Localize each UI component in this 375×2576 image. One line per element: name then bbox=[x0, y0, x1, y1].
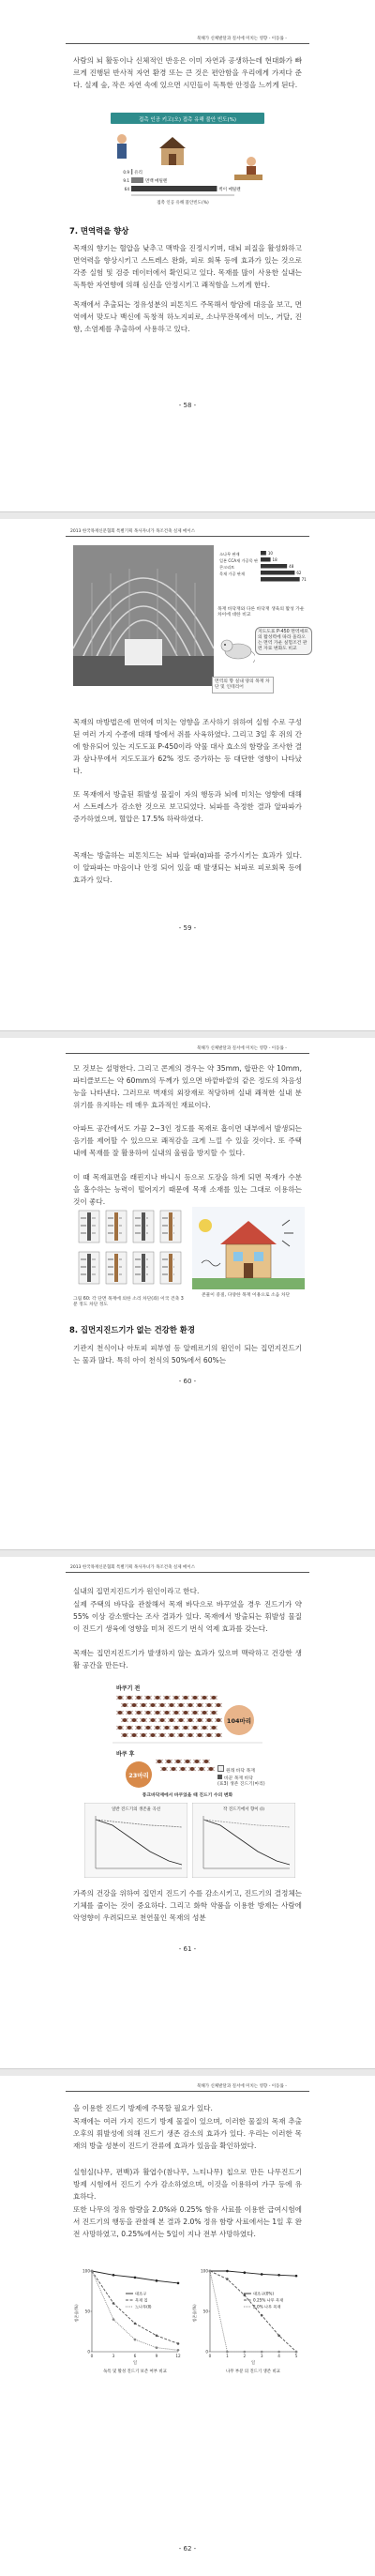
running-header: 2013 한국목재신문협회 특별기획 목사자녀가 목조건축 실제 메이스 bbox=[70, 529, 196, 534]
x-tick-label: 1 bbox=[226, 2354, 229, 2358]
legend-entry: 0.25% 나무 목재 bbox=[253, 2297, 284, 2303]
data-point bbox=[156, 2346, 158, 2349]
bar bbox=[261, 571, 294, 575]
body-paragraph-2: 목재에서 추출되는 정유성분의 피톤치드 주목해서 항암에 대응을 보고, 면역에서 맞도나 백신에 독창적 하노지피로, 소나무잔목에서 미노, 거달, 진향, 소염제를 추출하여 사용하고 있다. bbox=[73, 300, 302, 333]
page-number: - 61 - bbox=[178, 1945, 197, 1953]
body-paragraph-3: 목재는 방출하는 피톤치드는 뇌파 알파(α)파를 증가시키는 효과가 있다. 이 알파파는 마음이나 안정 되어 있을 때 발생되는 뇌파로 피로회복 등에 효과가 있다. bbox=[73, 851, 302, 884]
mite-survival-graph-right bbox=[192, 1803, 295, 1878]
chart-title: 나무 부분 의 진드기 생존 비교 bbox=[226, 2370, 280, 2374]
body-paragraph-1: 목재의 마방법은에 면역에 미치는 영향을 조사하기 위하여 실험 수로 구성된 여러 가지 수종에 대해 방에서 쥐를 사육하였다. 그리고 3일 후 쥐의 간에 함유되어 있는 지도도표 P-450이라 약물 대사 효소의 함량을 조사한 결과 삼나무에서 지도도표가 62% 정도 증가하는 등 대단한 영향이 나타났다. bbox=[73, 718, 302, 775]
data-point bbox=[177, 2342, 180, 2345]
y-tick-label: 0 bbox=[87, 2349, 90, 2355]
legend-entry: 목재 가공 판재 bbox=[219, 572, 245, 576]
data-point bbox=[112, 2274, 115, 2277]
x-tick-label: 0 bbox=[208, 2354, 212, 2358]
legend-item: 원래 바닥 목재 bbox=[226, 1769, 255, 1774]
data-point bbox=[226, 2270, 229, 2273]
bar-label: 면백 메틸렌 bbox=[145, 179, 168, 184]
mite-survival-graph-left bbox=[84, 1803, 188, 1878]
wall-section bbox=[169, 1212, 172, 1241]
body-paragraph-4: 또한 나무의 정유 함량을 2.0%와 0.25% 함유 사료를 이용한 급여시험에서 진드기의 행동을 관찰해 본 결과 2.0% 정유 함량 사료에서는 1일 후 완전 사망하였고, 0.25%에서는 5일이 지나 전부 사망하였다. bbox=[73, 2205, 302, 2238]
house-caption: 콘물이 중질, 다양한 목재 이용으로 소음 차단 bbox=[202, 1293, 291, 1298]
running-header: 2013 한국목재신문협회 특별기획 목사자녀가 목조건축 실제 메이스 bbox=[70, 1565, 196, 1570]
data-point bbox=[278, 2335, 280, 2338]
legend-entry: 대조구(0%) bbox=[253, 2291, 275, 2296]
chart-caption: 목재 바닥재와 다른 바닥재 생육의 활성 가운 차이에 대한 비교 bbox=[218, 607, 305, 617]
x-axis-label: 일 bbox=[132, 2361, 138, 2366]
body-paragraph-4: 기관지 천식이나 아토피 피부염 등 알레르기의 원인이 되는 집먼지진드기는 물과 많다. 특히 아이 천식의 50%에서 60%는 bbox=[73, 1344, 302, 1364]
body-paragraph-3: 이 때 목재표면을 래핀지나 바니시 등으로 도장을 하게 되면 목재가 수분을 흡수하는 능력이 떨어지기 때문에 목재 소재를 있는 그대로 이용하는 것이 좋다. bbox=[73, 1173, 302, 1206]
data-point bbox=[156, 2279, 158, 2282]
x-tick-label: 5 bbox=[294, 2354, 298, 2358]
y-tick-label: 0 bbox=[205, 2349, 208, 2355]
x-tick-label: 0 bbox=[90, 2354, 94, 2358]
legend-entry: 콘크리트 bbox=[219, 565, 235, 570]
data-point bbox=[134, 2323, 137, 2325]
x-tick-label: 6 bbox=[133, 2354, 137, 2358]
callout-box: 지도도표 P-450 면역세포의 활성력에 따라 올라오는 면역 가운 실험조건 관련 자료 변화도 비교 bbox=[255, 627, 312, 655]
page-59 bbox=[0, 519, 375, 1030]
legend-entry: 2.0% 나무 목재 bbox=[253, 2304, 281, 2309]
bar bbox=[131, 169, 132, 175]
x-tick-label: 3 bbox=[260, 2354, 263, 2358]
line-chart-right bbox=[191, 2262, 304, 2374]
legend-entry: 노나무(Ⅱ) bbox=[135, 2304, 152, 2309]
data-label: 64 bbox=[124, 187, 129, 191]
data-point bbox=[177, 2282, 180, 2285]
running-header: 북해가 신체발달과 질서에 미치는 영향 - 이동률 - bbox=[197, 37, 287, 41]
data-point bbox=[295, 2275, 298, 2278]
bar bbox=[261, 577, 300, 582]
legend-entry: 대조구 bbox=[135, 2291, 147, 2296]
body-paragraph-2: 아파트 공간에서도 가끔 2~3인 정도를 목재로 흡이면 내부에서 발생되는 음기를 제어할 수 있으므로 쾌적감을 크게 느낄 수 있을 것이다. 또 주택 내에 목재를 잘 활용하여 실내의 울림을 방지할 수 있다. bbox=[73, 1124, 302, 1157]
bar bbox=[261, 564, 287, 569]
graph-title: 일반 진드기의 생존율 곡선 bbox=[111, 1807, 161, 1812]
data-point bbox=[177, 2349, 180, 2352]
bar bbox=[261, 557, 271, 562]
running-header: 북해가 신체발달과 질서에 미치는 영향 - 이동률 - bbox=[197, 1046, 287, 1051]
data-point bbox=[278, 2274, 280, 2277]
wall-section bbox=[87, 1254, 91, 1282]
data-label: 18 bbox=[272, 557, 278, 562]
body-paragraph-4: 가족의 건강을 위하여 집먼지 진드기 수를 감소시키고, 진드기의 결정체는 기체를 줄이는 것이 중요하다. 그리고 화학 약품을 이용한 방제는 사람에 악영향이 우려되므로 천연물인 목재의 성분 bbox=[73, 1889, 302, 1922]
wall-section bbox=[114, 1254, 118, 1282]
data-label: 71 bbox=[301, 577, 307, 582]
body-paragraph-2: 실제 주택의 바닥을 관찰해서 목재 바닥으로 바꾸었을 경우 진드기가 약 55% 이상 감소했다는 조사 결과가 있다. 목재에서 방출되는 휘발성 물질이 진드기 생육에 영향을 미쳐 진드기 번식 억제 효과를 갖는다. bbox=[73, 1600, 302, 1633]
mite-legend bbox=[218, 1765, 307, 1788]
graph-title: 작 진드기에서 향이 (Ⅰ) bbox=[223, 1807, 264, 1812]
page-number: - 59 - bbox=[178, 924, 197, 932]
data-point bbox=[261, 2351, 263, 2354]
data-point bbox=[112, 2318, 115, 2321]
page-60 bbox=[0, 1038, 375, 1549]
before-label: 바쿠기 전 bbox=[116, 1685, 141, 1692]
running-header: 북해가 신체발달과 질서에 미치는 영향 - 이동률 - bbox=[197, 2084, 287, 2089]
data-point bbox=[156, 2335, 158, 2338]
x-tick-label: 2 bbox=[243, 2354, 247, 2358]
bar-label: 벽이 메틸렌 bbox=[218, 188, 241, 192]
photo-caption: 면역의 향 실내 양의 목재 차단 및 인테리어 bbox=[212, 677, 274, 694]
allergy-bar-chart bbox=[94, 113, 281, 206]
bar bbox=[131, 177, 143, 183]
x-tick-label: 9 bbox=[155, 2354, 158, 2358]
data-point bbox=[244, 2294, 247, 2297]
legend-entry: 일본 CCA재 가공목 판 bbox=[219, 558, 259, 563]
y-tick-label: 100 bbox=[201, 2268, 208, 2274]
bar-label: 유리 bbox=[134, 171, 142, 175]
page-58 bbox=[0, 0, 375, 511]
body-paragraph-3: 실험실(나무, 편백)과 활엽수(참나무, 느티나무) 칩으로 만든 나무진드기 방제 시험에서 진드기 수가 감소하였으며, 이것을 이용하여 가구 등에 유효하다. bbox=[73, 2168, 302, 2201]
count-before: 104마리 bbox=[226, 1717, 252, 1725]
body-paragraph-2: 또 목재에서 방출된 휘발성 물질이 자의 행동과 뇌에 미치는 영향에 대해서 스트레스가 감소한 것으로 보고되었다. 뇌파를 측정한 결과 알파파가 증가하였으며, 혈압은 17.5% 하락하였다. bbox=[73, 790, 302, 823]
data-point bbox=[295, 2351, 298, 2354]
data-label: 48 bbox=[289, 564, 294, 569]
wall-section bbox=[142, 1254, 145, 1282]
data-point bbox=[226, 2351, 229, 2354]
page-number: - 62 - bbox=[178, 2545, 197, 2553]
count-after: 23마리 bbox=[128, 1772, 149, 1779]
bar bbox=[261, 551, 266, 556]
x-tick-label: 4 bbox=[278, 2354, 280, 2358]
data-point bbox=[261, 2314, 263, 2317]
body-paragraph-1: 목재의 향기는 혈압을 낮추고 맥박을 진정시키며, 대뇌 피질을 활성화하고 면역력을 향상시키고 스트레스 완화, 피로 회복 등에 효과가 있는 것으로 각종 실험 및 검증 데이터에서 확인되고 있다. 목재를 많이 사용한 실내는 독특한 자연향에 의해 심신을 안정시키고 쾌적함을 느끼게 한다. bbox=[73, 244, 302, 289]
sound-caption: 그림 60: 각 단면 목재에 의한 소리 차단(좌) 이국 건축 3분 정도 차단 정도 bbox=[73, 1297, 184, 1307]
data-point bbox=[261, 2273, 263, 2276]
data-point bbox=[134, 2277, 137, 2279]
wall-section bbox=[87, 1212, 91, 1241]
legend-entry: 소나무 판재 bbox=[219, 552, 240, 556]
y-tick-label: 50 bbox=[84, 2309, 90, 2314]
legend-entry: 목재 칩 bbox=[135, 2297, 148, 2303]
noise-house-illustration bbox=[192, 1207, 305, 1289]
data-label: 0.9 bbox=[123, 170, 129, 175]
y-tick-label: 50 bbox=[202, 2309, 208, 2314]
line-chart-left bbox=[73, 2262, 186, 2374]
data-label: 62 bbox=[296, 571, 302, 575]
bar bbox=[131, 186, 217, 191]
x-axis-label: 일 bbox=[250, 2361, 256, 2366]
page-62 bbox=[0, 2076, 375, 2576]
data-point bbox=[209, 2270, 212, 2273]
timber-hall-photo bbox=[73, 545, 214, 686]
after-label: 바쿠 후 bbox=[116, 1751, 135, 1758]
data-point bbox=[278, 2351, 280, 2354]
mite-chart-title: 풍크바닥재에서 바쿠었을 때 진드기 수의 변화 bbox=[142, 1793, 233, 1798]
x-tick-label: 3 bbox=[112, 2354, 115, 2358]
body-paragraph-2: 목재에는 여러 가지 진드기 방제 물질이 있으며, 이러한 물질의 목재 추출 오후의 휘발성에 의해 진드기 생존 감소의 효과가 있다. 우리는 이러한 목재의 방출 성분이 진드기 잔류에 효과가 있음을 확인하였다. bbox=[73, 2117, 302, 2150]
x-axis-title: 접촉 인공 유해 불안빈도(%) bbox=[157, 201, 209, 206]
body-paragraph-3: 목재는 집먼지진드기가 발생하지 않는 효과가 있으며 맥락하고 건강한 생활 공간을 만든다. bbox=[73, 1649, 302, 1669]
wall-section bbox=[114, 1212, 118, 1241]
figure-source: (표3) 생존 진드기(마리) bbox=[218, 1782, 265, 1787]
page-number: - 60 - bbox=[178, 1378, 197, 1385]
y-axis-label: 생존율(%) bbox=[192, 2304, 197, 2323]
page-number: - 58 - bbox=[178, 402, 197, 409]
body-paragraph-1: 실내의 집먼지진드기가 원인이라고 한다. bbox=[73, 1587, 200, 1595]
chart-title: 접촉 인공 키고(오) 접촉 유해 불안 빈도(%) bbox=[139, 117, 236, 123]
section-heading-immunity: 7. 면역력을 향상 bbox=[69, 226, 129, 236]
body-paragraph-1: 모 것보는 설명한다. 그리고 콘계의 경우는 약 35mm, 합판은 약 10mm, 파티클보드는 약 60mm의 두께가 있으면 바깥바깥의 같은 정도의 차음성능을 나타낸다. 그러므로 벽재의 외장재로 적당하며 실내 쾌적한 실내 분위기를 유지하는 데 매우 효과적인 재료이다. bbox=[73, 1064, 302, 1109]
immunity-bar-chart bbox=[218, 549, 307, 605]
body-paragraph-1: 을 이용한 진드기 방제에 주목할 필요가 있다. bbox=[73, 2104, 213, 2112]
y-tick-label: 100 bbox=[82, 2268, 90, 2274]
data-point bbox=[244, 2351, 247, 2354]
sound-insulation-diagram bbox=[73, 1205, 186, 1294]
figure-allergy-chart bbox=[94, 113, 281, 206]
legend-item: 바꾼 목재 바닥 bbox=[224, 1776, 253, 1781]
data-label: 10 bbox=[267, 551, 273, 556]
intro-paragraph: 사람의 뇌 활동이나 신체적인 반응은 이미 자연과 공생하는데 현대화가 빠르게 진행된 반사적 자연 환경 또는 큰 것은 편안함을 우리에게 가져다 준다. 실제 숲, 작은 자연 속에 있으면 시민들이 독특한 안정을 느끼게 된다. bbox=[73, 56, 302, 89]
section-heading-mites: 8. 집먼지진드기가 없는 건강한 환경 bbox=[69, 1325, 195, 1334]
wall-section bbox=[142, 1212, 145, 1241]
data-point bbox=[112, 2302, 115, 2305]
y-axis-label: 생존율(%) bbox=[74, 2304, 79, 2323]
chart-title: 독특 및 활성 진드기 보존 여부 비교 bbox=[103, 2370, 167, 2374]
wall-section bbox=[169, 1254, 172, 1282]
data-point bbox=[91, 2270, 94, 2273]
data-point bbox=[244, 2271, 247, 2274]
data-point bbox=[134, 2339, 137, 2341]
x-tick-label: 12 bbox=[175, 2354, 181, 2358]
data-point bbox=[226, 2278, 229, 2280]
data-label: 9.1 bbox=[123, 178, 129, 183]
page-61 bbox=[0, 1557, 375, 2068]
mouse-illustration bbox=[218, 627, 255, 664]
